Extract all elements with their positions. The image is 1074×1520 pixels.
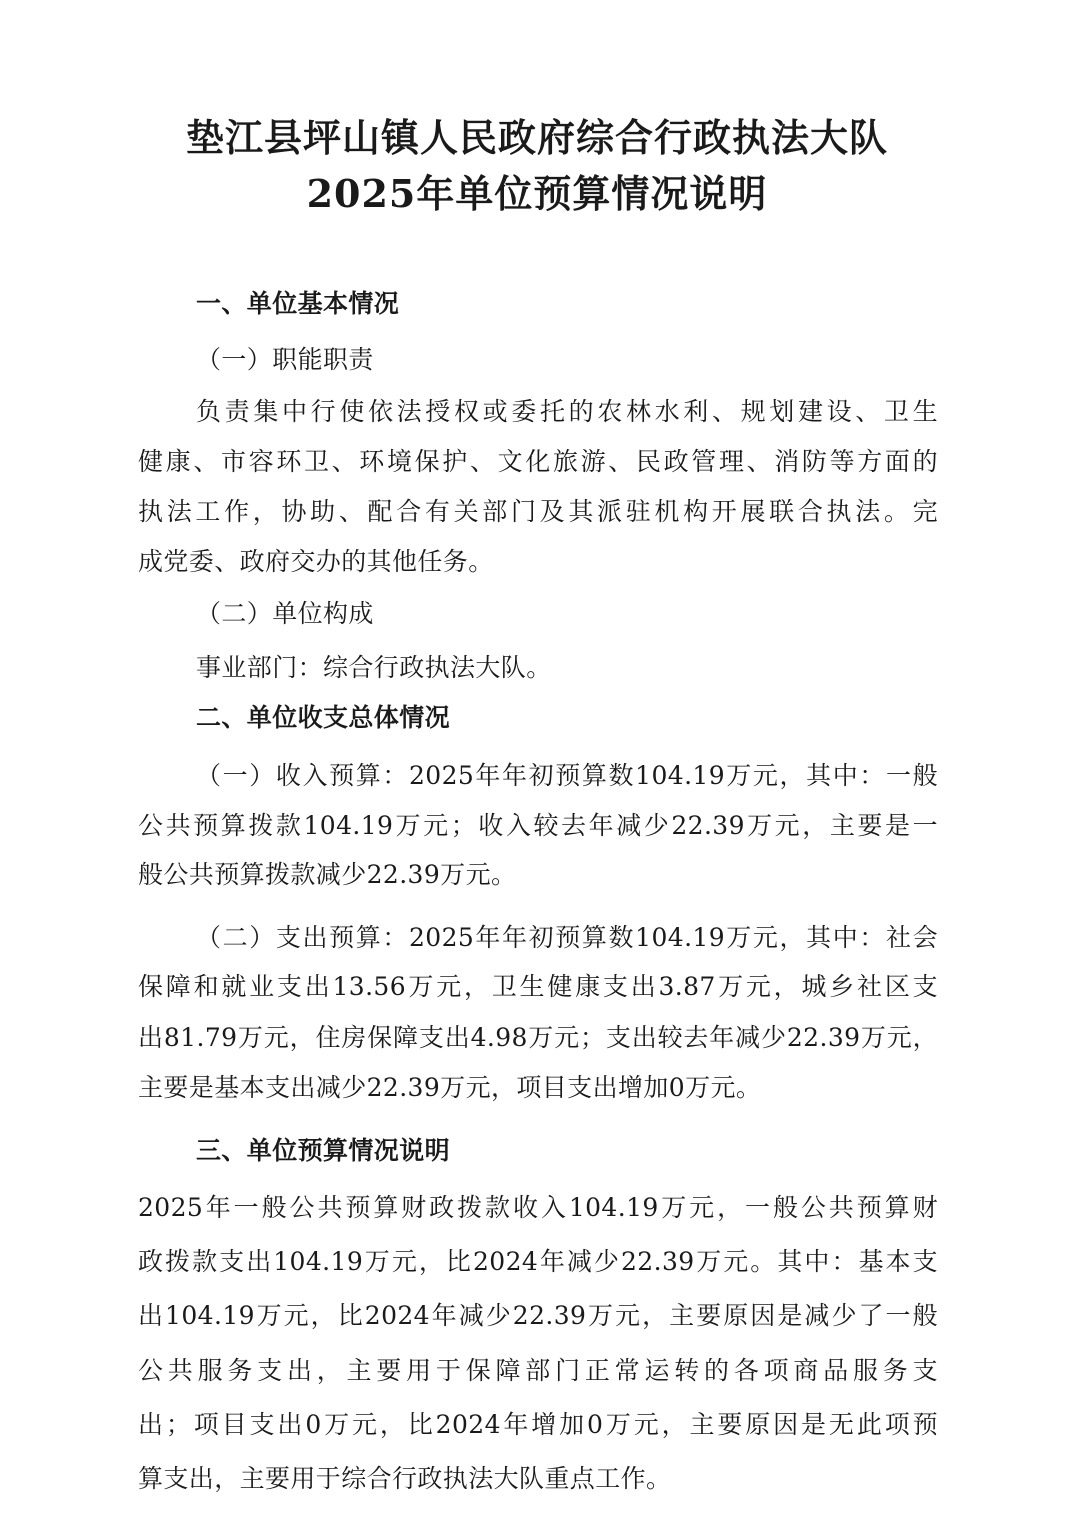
section2-heading: 二、单位收支总体情况 (196, 703, 451, 732)
income-line: 公共预算拨款104.19万元；收入较去年减少22.39万元，主要是一 (138, 811, 938, 840)
section3-heading: 三、单位预算情况说明 (196, 1136, 451, 1165)
expense-line: 主要是基本支出减少22.39万元，项目支出增加0万元。 (138, 1073, 762, 1102)
income-line: （一）收入预算：2025年年初预算数104.19万元，其中：一般 (196, 761, 938, 790)
section1-heading: 一、单位基本情况 (196, 289, 400, 318)
budget-line: 算支出，主要用于综合行政执法大队重点工作。 (138, 1464, 672, 1493)
expense-line: （二）支出预算：2025年年初预算数104.19万元，其中：社会 (196, 923, 938, 952)
paragraph-line: 执法工作，协助、配合有关部门及其派驻机构开展联合执法。完 (138, 497, 938, 526)
budget-line: 公共服务支出，主要用于保障部门正常运转的各项商品服务支 (138, 1356, 938, 1385)
budget-line: 出；项目支出0万元，比2024年增加0万元，主要原因是无此项预 (138, 1410, 938, 1439)
document-title-line2: 2025年单位预算情况说明 (306, 171, 768, 216)
paragraph-line: 健康、市容环卫、环境保护、文化旅游、民政管理、消防等方面的 (138, 447, 938, 476)
expense-line: 保障和就业支出13.56万元，卫生健康支出3.87万元，城乡社区支 (138, 972, 938, 1001)
income-line: 般公共预算拨款减少22.39万元。 (138, 860, 517, 889)
document-title-line1: 垫江县坪山镇人民政府综合行政执法大队 (185, 115, 888, 160)
unit-composition-text: 事业部门：综合行政执法大队。 (196, 653, 552, 682)
section1-sub1-heading: （一）职能职责 (196, 345, 374, 374)
budget-line: 2025年一般公共预算财政拨款收入104.19万元，一般公共预算财 (138, 1193, 938, 1222)
budget-line: 政拨款支出104.19万元，比2024年减少22.39万元。其中：基本支 (138, 1247, 938, 1276)
expense-line: 出81.79万元，住房保障支出4.98万元；支出较去年减少22.39万元， (138, 1023, 938, 1052)
paragraph-line: 负责集中行使依法授权或委托的农林水利、规划建设、卫生 (196, 397, 938, 426)
section1-sub2-heading: （二）单位构成 (196, 599, 374, 628)
budget-line: 出104.19万元，比2024年减少22.39万元，主要原因是减少了一般 (138, 1301, 938, 1330)
paragraph-line: 成党委、政府交办的其他任务。 (138, 547, 494, 576)
